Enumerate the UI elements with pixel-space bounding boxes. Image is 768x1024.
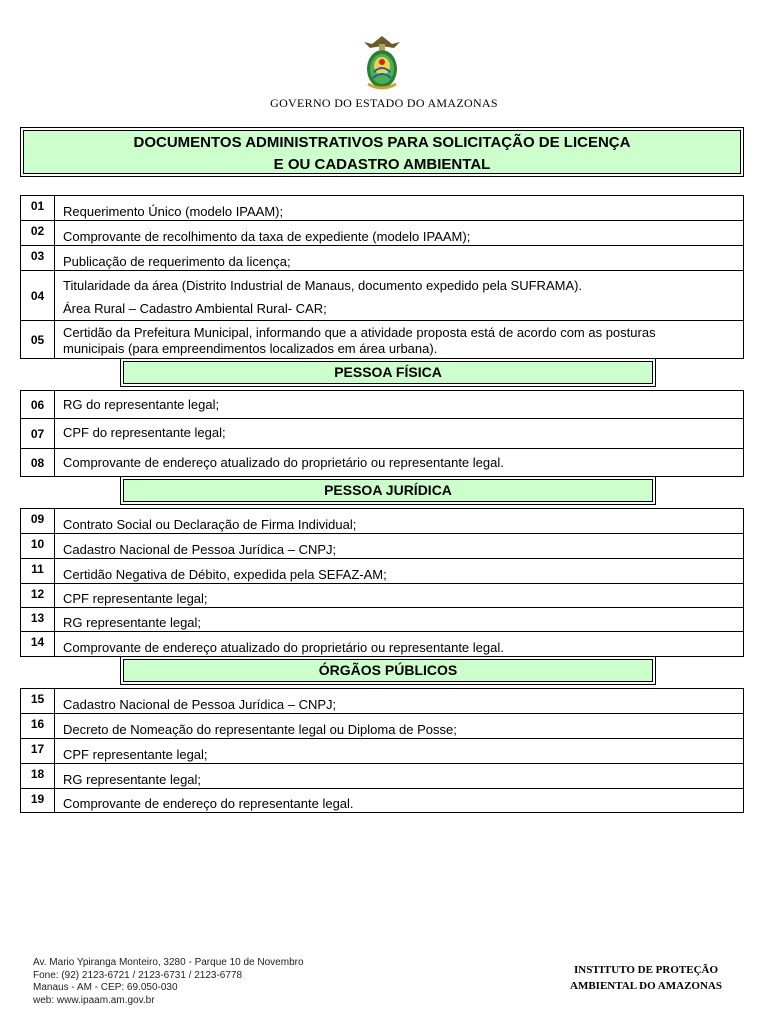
section-title-pessoa-fisica: PESSOA FÍSICA: [123, 361, 653, 384]
page-title-line1: DOCUMENTOS ADMINISTRATIVOS PARA SOLICITAÇÃO DE LICENÇA: [133, 134, 631, 151]
table-row: [21, 221, 744, 246]
item-text: Comprovante de recolhimento da taxa de expediente (modelo IPAAM);: [55, 221, 744, 246]
item-text: Certidão Negativa de Débito, expedida pela SEFAZ-AM;: [55, 559, 744, 584]
table-row: [21, 321, 744, 359]
item-text: Certidão da Prefeitura Municipal, informando que a atividade proposta está de acordo com as posturas: [63, 325, 656, 340]
footer-city: Manaus - AM - CEP: 69.050-030: [33, 982, 178, 993]
item-number: 08: [21, 449, 55, 477]
section-title-pessoa-juridica: PESSOA JURÍDICA: [123, 479, 653, 502]
table-row: [21, 391, 744, 419]
item-number: 05: [21, 321, 55, 359]
table-row: [21, 584, 744, 608]
item-text: Decreto de Nomeação do representante legal ou Diploma de Posse;: [55, 714, 744, 739]
footer-address: [33, 957, 333, 1007]
item-number: 09: [21, 509, 55, 534]
item-number: 03: [21, 246, 55, 271]
item-text: CPF representante legal;: [55, 584, 744, 608]
item-number: 18: [21, 764, 55, 789]
table-row: [21, 419, 744, 449]
item-number: 16: [21, 714, 55, 739]
general-documents-table: [20, 195, 744, 359]
item-text-line2: municipais (para empreendimentos localizados em área urbana).: [63, 341, 438, 356]
item-text: RG do representante legal;: [55, 391, 744, 419]
table-row: [21, 559, 744, 584]
section-title-orgaos-publicos: ÓRGÃOS PÚBLICOS: [123, 659, 653, 682]
footer-institute-line2: AMBIENTAL DO AMAZONAS: [570, 980, 722, 992]
table-row: [21, 271, 744, 321]
item-text-block: [55, 271, 744, 321]
item-text: Titularidade da área (Distrito Industrial de Manaus, documento expedido pela SUFRAMA).: [63, 277, 583, 293]
footer-institute: [556, 962, 736, 994]
page-title: [20, 127, 744, 177]
item-number: 10: [21, 534, 55, 559]
item-number: 12: [21, 584, 55, 608]
item-number: 01: [21, 196, 55, 221]
item-text: Publicação de requerimento da licença;: [55, 246, 744, 271]
item-number: 06: [21, 391, 55, 419]
item-text: Comprovante de endereço atualizado do proprietário ou representante legal.: [55, 449, 744, 477]
orgaos-publicos-table: [20, 688, 744, 813]
table-row: [21, 534, 744, 559]
item-text: Contrato Social ou Declaração de Firma Individual;: [55, 509, 744, 534]
table-row: [21, 714, 744, 739]
item-text: Requerimento Único (modelo IPAAM);: [55, 196, 744, 221]
item-text: Comprovante de endereço atualizado do proprietário ou representante legal.: [55, 632, 744, 657]
item-text-block: [55, 321, 744, 359]
item-text-line2: Área Rural – Cadastro Ambiental Rural- CAR;: [63, 300, 327, 316]
item-text: Cadastro Nacional de Pessoa Jurídica – CNPJ;: [55, 534, 744, 559]
page-title-line2: E OU CADASTRO AMBIENTAL: [273, 156, 491, 173]
item-number: 02: [21, 221, 55, 246]
table-row: [21, 196, 744, 221]
table-row: [21, 246, 744, 271]
item-number: 04: [21, 271, 55, 321]
item-number: 17: [21, 739, 55, 764]
table-row: [21, 509, 744, 534]
footer-phone: Fone: (92) 2123-6721 / 2123-6731 / 2123-6778: [33, 969, 243, 981]
item-text: Comprovante de endereço do representante legal.: [55, 789, 744, 813]
item-text: CPF representante legal;: [55, 739, 744, 764]
pessoa-fisica-table: [20, 390, 744, 477]
table-row: [21, 689, 744, 714]
item-text: RG representante legal;: [55, 608, 744, 632]
footer-address-line: Av. Mario Ypiranga Monteiro, 3280 - Parque 10 de Novembro: [33, 957, 304, 968]
table-row: [21, 764, 744, 789]
item-number: 13: [21, 608, 55, 632]
item-number: 11: [21, 559, 55, 584]
footer-institute-line1: INSTITUTO DE PROTEÇÃO: [573, 964, 719, 976]
item-number: 19: [21, 789, 55, 813]
item-text: RG representante legal;: [55, 764, 744, 789]
amazonas-coat-of-arms-icon: [360, 34, 404, 92]
footer-web: web: www.ipaam.am.gov.br: [33, 994, 155, 1006]
table-row: [21, 449, 744, 477]
item-number: 15: [21, 689, 55, 714]
item-text: Cadastro Nacional de Pessoa Jurídica – CNPJ;: [55, 689, 744, 714]
pessoa-juridica-table: [20, 508, 744, 657]
table-row: [21, 632, 744, 657]
item-number: 14: [21, 632, 55, 657]
table-row: [21, 739, 744, 764]
government-title: GOVERNO DO ESTADO DO AMAZONAS: [270, 96, 498, 110]
item-number: 07: [21, 419, 55, 449]
table-row: [21, 608, 744, 632]
item-text: CPF do representante legal;: [55, 419, 744, 449]
table-row: [21, 789, 744, 813]
